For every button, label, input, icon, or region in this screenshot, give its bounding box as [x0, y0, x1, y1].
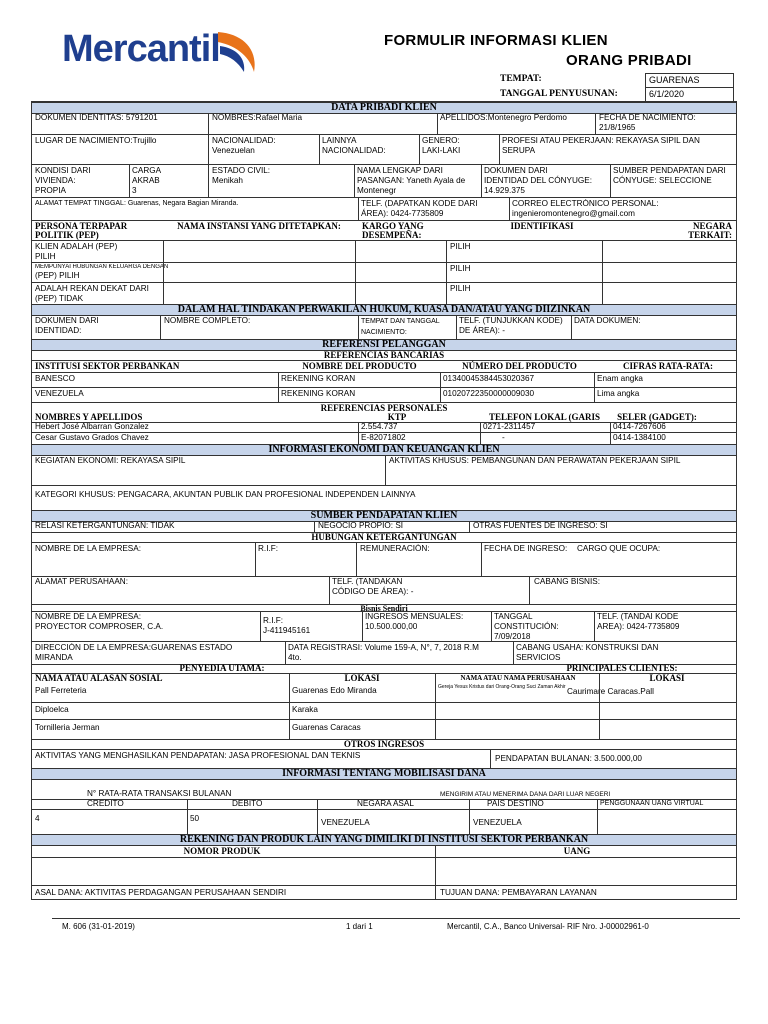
- pendapatan-bulanan[interactable]: PENDAPATAN BULANAN: 3.500.000,00: [495, 754, 642, 763]
- perwakilan-dokumen[interactable]: DOKUMEN DARI IDENTIDAD:: [35, 316, 99, 335]
- nama-pasangan[interactable]: NAMA LENGKAP DARI PASANGAN: Yaneth Ayala de Montenegr: [357, 166, 466, 195]
- dokumen-conyuge[interactable]: DOKUMEN DARI IDENTIDAD DEL CÓNYUGE: 14.929.375: [484, 166, 592, 195]
- principales-clientes: PRINCIPALES CLIENTES:: [566, 663, 678, 673]
- mercantil-logo-icon: [214, 28, 258, 76]
- section-perwakilan: DALAM HAL TINDAKAN PERWAKILAN HUKUM, KUASA DAN/ATAU YANG DIIZINKAN: [32, 304, 736, 316]
- person-header-ktp: KTP: [387, 412, 407, 422]
- pep-negara-header: NEGARA TERKAIT:: [688, 221, 732, 240]
- perwakilan-telf[interactable]: TELF. (TUNJUKKAN KODE) DE ÁREA): -: [459, 316, 563, 335]
- debito-value[interactable]: 50: [190, 814, 200, 823]
- page-number: 1 dari 1: [346, 922, 373, 931]
- negara-asal-value[interactable]: VENEZUELA: [321, 818, 370, 827]
- person-1-cel: 0414-7267606: [613, 422, 666, 431]
- pep-klien-pilih[interactable]: PILIH: [450, 242, 471, 251]
- form-code: M. 606 (31-01-2019): [62, 922, 135, 931]
- perwakilan-tempat[interactable]: TEMPAT DAN TANGGAL NACIMIENTO:: [361, 318, 440, 336]
- hub-cargo[interactable]: CARGO QUE OCUPA:: [577, 544, 661, 553]
- hub-cabang[interactable]: CABANG BISNIS:: [534, 577, 600, 586]
- hub-fecha-ingreso[interactable]: FECHA DE INGRESO:: [484, 544, 568, 553]
- hub-alamat[interactable]: ALAMAT PERUSAHAAN:: [35, 577, 128, 586]
- person-1-ktp: 2.554.737: [361, 422, 398, 431]
- bank-1-cifras: Enam angka: [597, 374, 643, 383]
- perwakilan-data-dokumen[interactable]: DATA DOKUMEN:: [574, 316, 641, 325]
- lainnya-nacionalidad[interactable]: LAINNYA NACIONALIDAD:: [322, 136, 386, 155]
- hub-nombre-empresa[interactable]: NOMBRE DE LA EMPRESA:: [35, 544, 142, 553]
- aktivitas-pendapatan[interactable]: AKTIVITAS YANG MENGHASILKAN PENDAPATAN: JASA PROFESIONAL DAN TEKNIS: [35, 751, 361, 760]
- aktivitas-khusus[interactable]: AKTIVITAS KHUSUS: PEMBANGUNAN DAN PERAWATAN PEKERJAAN SIPIL: [389, 456, 681, 465]
- bank-header-cifras: CIFRAS RATA-RATA:: [622, 361, 714, 371]
- penyedia-3-nama: Tornilleria Jerman: [35, 723, 100, 732]
- person-2-cel: 0414-1384100: [613, 433, 666, 442]
- fecha-nacimiento[interactable]: FECHA DE NACIMIENTO: 21/8/1965: [599, 113, 696, 132]
- penyedia-utama: PENYEDIA UTAMA:: [179, 663, 265, 673]
- penyedia-1-lokasi: Guarenas Edo Miranda: [292, 686, 377, 695]
- relasi-ketergantungan[interactable]: RELASI KETERGANTUNGAN: TIDAK: [35, 521, 175, 530]
- debito-header: DEBITO: [232, 799, 263, 808]
- bisnis-ingresos[interactable]: INGRESOS MENSUALES: 10.500.000,00: [365, 612, 464, 631]
- pais-destino-header: PAÍS DESTINO: [487, 799, 544, 808]
- asal-dana[interactable]: ASAL DANA: AKTIVITAS PERDAGANGAN PERUSAHAAN SENDIRI: [35, 888, 287, 897]
- person-header-seler: SELER (GADGET):: [617, 412, 697, 422]
- section-ekonomi: INFORMASI EKONOMI DAN KEUANGAN KLIEN: [32, 444, 736, 456]
- hub-rif[interactable]: R.I.F:: [258, 544, 279, 553]
- penggunaan-virtual-header: PENGGUNAAN UANG VIRTUAL: [600, 800, 704, 807]
- bank-header-numero: NÚMERO DEL PRODUCTO: [462, 361, 577, 371]
- bisnis-cabang[interactable]: CABANG USAHA: KONSTRUKSI DAN SERVICIOS: [516, 643, 659, 662]
- penyedia-header-lokasi: LOKASI: [344, 673, 380, 683]
- pep-rekan-pilih[interactable]: PILIH: [450, 284, 471, 293]
- bisnis-rif[interactable]: R.I.F: J-411945161: [263, 616, 311, 635]
- nacionalidad[interactable]: NACIONALIDAD: Venezuelan: [212, 136, 276, 155]
- kegiatan-ekonomi[interactable]: KEGIATAN EKONOMI: REKAYASA SIPIL: [35, 456, 186, 465]
- pep-kargo-header: KARGO YANG DESEMPEÑA:: [362, 221, 424, 240]
- bisnis-sendiri: Bisnis Sendiri: [360, 604, 408, 613]
- pep-instansi-header: NAMA INSTANSI YANG DITETAPKAN:: [177, 221, 341, 231]
- perwakilan-nombre[interactable]: NOMBRE COMPLETO:: [164, 316, 251, 325]
- person-1-tel: 0271-2311457: [483, 422, 536, 431]
- uang-header: UANG: [563, 846, 591, 856]
- profesi[interactable]: PROFESI ATAU PEKERJAAN: REKAYASA SIPIL DAN SERUPA: [502, 136, 700, 155]
- klien-1-lokasi: Caurimare Caracas.Pall: [567, 687, 654, 696]
- person-2-name: Cesar Gustavo Grados Chavez: [35, 433, 149, 442]
- negocio-propio[interactable]: NEGOCIO PROPIO: SI: [318, 521, 404, 530]
- pep-rekan[interactable]: ADALAH REKAN DEKAT DARI (PEP) TIDAK: [35, 284, 149, 303]
- bank-header-institusi: INSTITUSI SEKTOR PERBANKAN: [35, 361, 180, 371]
- bisnis-registrasi[interactable]: DATA REGISTRASI: Volume 159-A, N°, 7, 2018 R.M 4to.: [288, 643, 479, 662]
- form-title: FORMULIR INFORMASI KLIEN: [384, 32, 608, 49]
- genero[interactable]: GENERO: LAKI-LAKI: [422, 136, 461, 155]
- hubungan-ketergantungan: HUBUNGAN KETERGANTUNGAN: [311, 532, 457, 542]
- pep-keluarga-pilih[interactable]: PILIH: [450, 264, 471, 273]
- telf-personal[interactable]: TELF. (DAPATKAN KODE DARI ÁREA): 0424-7735809: [361, 199, 478, 218]
- person-2-ktp: E-82071802: [361, 433, 406, 442]
- tempat-field[interactable]: GUARENAS: [645, 73, 734, 88]
- section-referensi: REFERENSI PELANGGAN: [32, 339, 736, 351]
- tujuan-dana[interactable]: TUJUAN DANA: PEMBAYARAN LAYANAN: [440, 888, 597, 897]
- nomor-produk-header: NOMOR PRODUK: [183, 846, 261, 856]
- pais-destino-value[interactable]: VENEZUELA: [473, 818, 522, 827]
- penyedia-header-nama: NAMA ATAU ALASAN SOSIAL: [35, 673, 163, 683]
- client-form: [31, 101, 737, 900]
- person-1-name: Hebert José Albarran Gonzalez: [35, 422, 149, 431]
- kategori-khusus[interactable]: KATEGORI KHUSUS: PENGACARA, AKUNTAN PUBLIK DAN PROFESIONAL INDEPENDEN LAINNYA: [35, 490, 416, 499]
- person-header-nombre: NOMBRES Y APELLIDOS: [35, 412, 143, 422]
- section-data-pribadi: DATA PRIBADI KLIEN: [32, 102, 736, 114]
- hub-telf[interactable]: TELF. (TANDAKAN CÓDIGO DE ÁREA): -: [332, 577, 414, 596]
- alamat-tinggal[interactable]: ALAMAT TEMPAT TINGGAL: Guarenas, Negara Bagian Miranda.: [35, 200, 239, 207]
- credito-header: CREDITO: [87, 799, 124, 808]
- bank-2-name: VENEZUELA: [35, 389, 84, 398]
- bank-2-product: REKENING KORAN: [281, 389, 356, 398]
- bisnis-tanggal-constitucion[interactable]: TANGGAL CONSTITUCIÓN: 7/09/2018: [494, 612, 559, 641]
- bank-1-name: BANESCO: [35, 374, 76, 383]
- klien-header-lokasi: LOKASI: [649, 673, 685, 683]
- klien-1-nama: Gereja Yesus Kristus dari Orang-Orang Suci Zaman Akhir: [438, 684, 566, 690]
- penyedia-2-nama: Diploelca: [35, 705, 69, 714]
- bank-2-cifras: Lima angka: [597, 389, 640, 398]
- otras-fuentes[interactable]: OTRAS FUENTES DE INGRESO: SI: [473, 521, 608, 530]
- hub-remuneracion[interactable]: REMUNERACIÓN:: [360, 544, 430, 553]
- bank-1-product: REKENING KORAN: [281, 374, 356, 383]
- bank-1-number: 01340045384453020367: [443, 374, 535, 383]
- section-rekening: REKENING DAN PRODUK LAIN YANG DIMILIKI DI INSTITUSI SEKTOR PERBANKAN: [32, 834, 736, 846]
- referencias-personales: REFERENCIAS PERSONALES: [320, 403, 448, 413]
- tanggal-field[interactable]: 6/1/2020: [645, 87, 734, 102]
- mengirim-dana: MENGIRIM ATAU MENERIMA DANA DARI LUAR NEGERI: [440, 791, 611, 798]
- estado-civil[interactable]: ESTADO CIVIL: Menikah: [212, 166, 271, 185]
- section-mobilisasi: INFORMASI TENTANG MOBILISASI DANA: [32, 768, 736, 780]
- pep-header: PERSONA TERPAPAR POLITIK (PEP): [35, 221, 128, 240]
- bisnis-telf[interactable]: TELF. (TANDAI KODE AREA): 0424-7735809: [597, 612, 680, 631]
- otros-ingresos: OTROS INGRESOS: [343, 739, 425, 749]
- kondisi-vivienda[interactable]: KONDISI DARI VIVIENDA: PROPIA: [35, 166, 91, 195]
- bisnis-nombre-empresa[interactable]: NOMBRE DE LA EMPRESA: PROYECTOR COMPROSER, C.A.: [35, 612, 164, 631]
- bisnis-direccion[interactable]: DIRECCIÓN DE LA EMPRESA:GUARENAS ESTADO MIRANDA: [35, 643, 233, 662]
- credito-value[interactable]: 4: [35, 814, 40, 823]
- referencias-bancarias: REFERENCIAS BANCARIAS: [323, 350, 445, 360]
- pep-klien[interactable]: KLIEN ADALAH (PEP) PILIH: [35, 242, 118, 261]
- dokumen-identitas[interactable]: DOKUMEN IDENTITAS: 5791201: [35, 113, 158, 122]
- pep-identifikasi-header: IDENTIFIKASI: [510, 221, 574, 231]
- apellidos[interactable]: APELLIDOS:Montenegro Perdomo: [440, 113, 567, 122]
- form-subtitle: ORANG PRIBADI: [566, 52, 692, 69]
- bank-2-number: 01020722350000009030: [443, 389, 535, 398]
- section-sumber: SUMBER PENDAPATAN KLIEN: [32, 510, 736, 522]
- carga-akrab[interactable]: CARGA AKRAB 3: [132, 166, 162, 195]
- mercantil-logo: Mercantil: [62, 28, 220, 70]
- bank-header-producto: NOMBRE DEL PRODUCTO: [302, 361, 417, 371]
- penyedia-2-lokasi: Karaka: [292, 705, 318, 714]
- penyedia-1-nama: Pall Ferreteria: [35, 686, 87, 695]
- company-info: Mercantil, C.A., Banco Universal- RIF Nro. J-00002961-0: [447, 922, 649, 931]
- nombres[interactable]: NOMBRES:Rafael Maria: [212, 113, 303, 122]
- correo-personal[interactable]: CORREO ELECTRÓNICO PERSONAL: ingenieromontenegro@gmail.com: [512, 199, 659, 218]
- tempat-label: TEMPAT:: [500, 74, 542, 84]
- nrata-transaksi: N° RATA-RATA TRANSAKSI BULANAN: [87, 789, 232, 798]
- sumber-conyuge[interactable]: SUMBER PENDAPATAN DARI CÓNYUGE: SELECCIONE: [613, 166, 726, 185]
- negara-asal-header: NEGARA ASAL: [357, 799, 414, 808]
- person-header-telefon: TELEFON LOKAL (GARIS: [488, 412, 601, 422]
- pep-keluarga[interactable]: (PEP) PILIH: [35, 271, 80, 280]
- lugar-nacimiento[interactable]: LUGAR DE NACIMIENTO:Trujillo: [35, 136, 157, 145]
- klien-header-nama: NAMA ATAU NAMA PERUSAHAAN: [460, 674, 576, 682]
- person-2-tel: -: [502, 433, 505, 442]
- penyedia-3-lokasi: Guarenas Caracas: [292, 723, 361, 732]
- pep-keluarga-label: MEMPUNYAI HUBUNGAN KELUARGA DENGAN: [35, 264, 169, 270]
- tanggal-label: TANGGAL PENYUSUNAN:: [500, 89, 618, 99]
